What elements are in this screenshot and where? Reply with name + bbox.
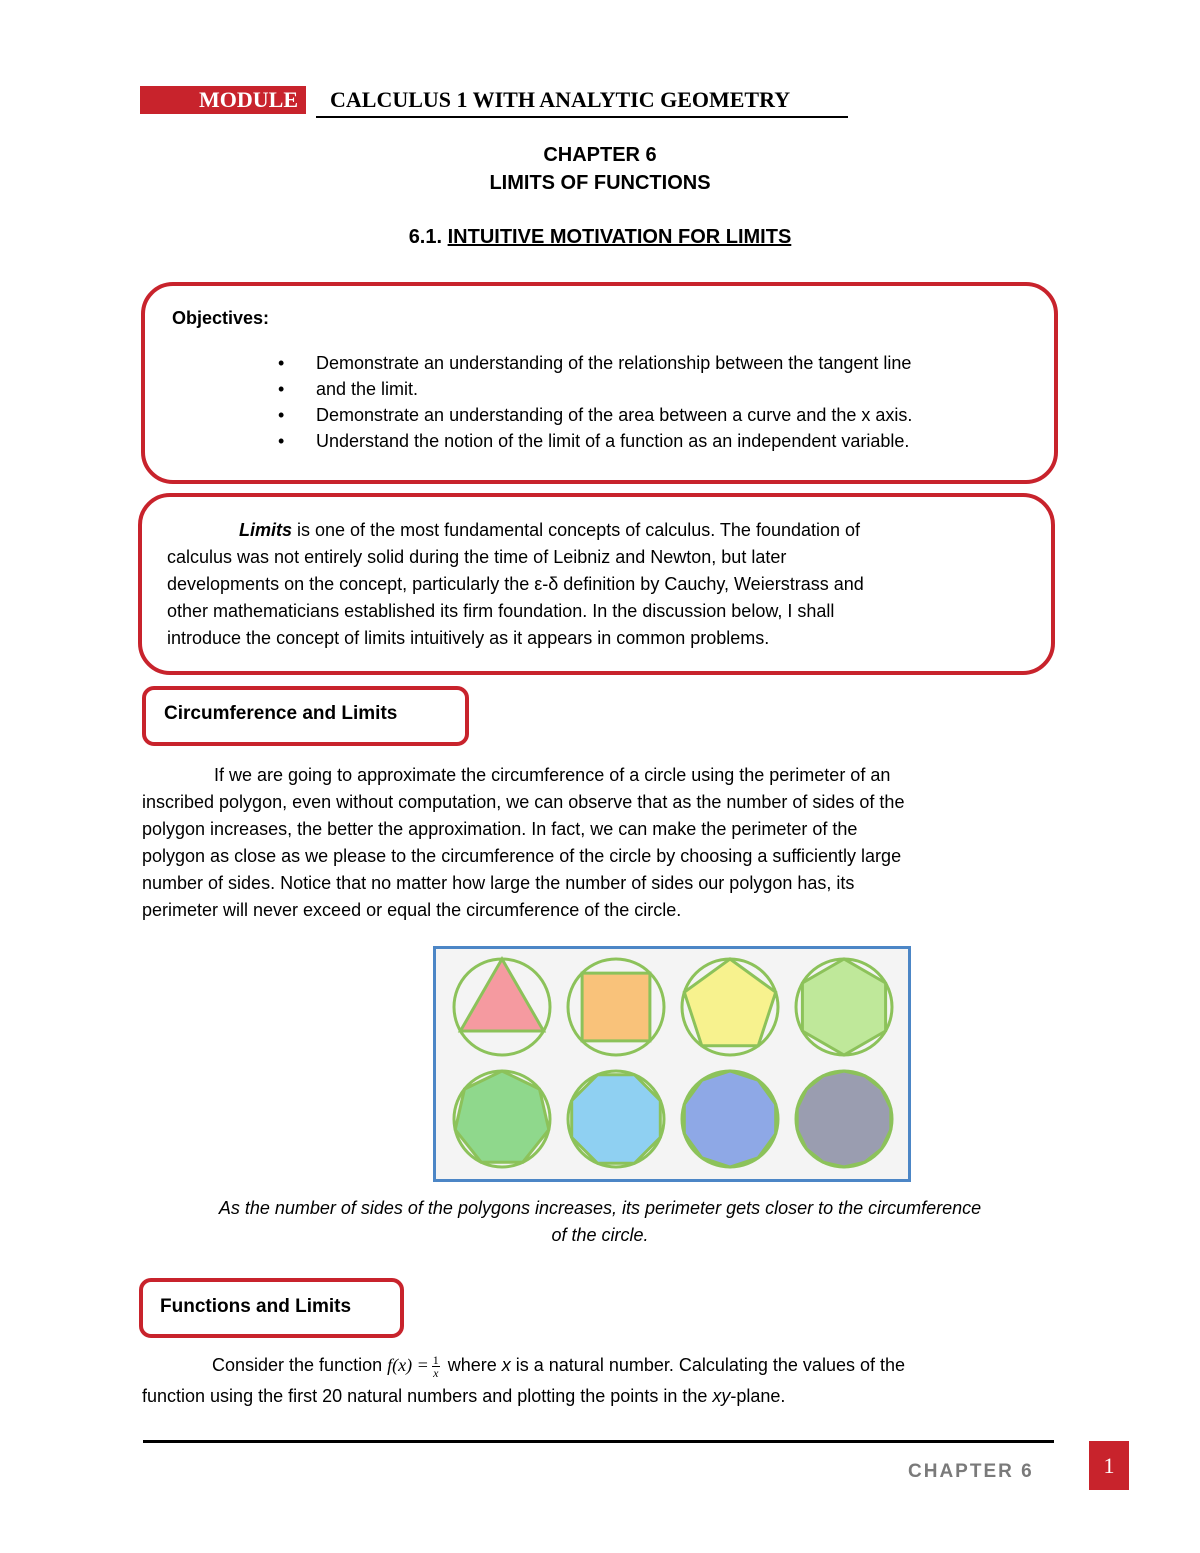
header-rule — [316, 116, 848, 118]
paragraph-line: polygon increases, the better the approximation. In fact, we can make the perimeter of the — [142, 819, 858, 839]
caption-line: As the number of sides of the polygons increases, its perimeter gets closer to the circumference — [218, 1198, 982, 1218]
functions-label: Functions and Limits — [160, 1296, 352, 1317]
intro-paragraph — [167, 517, 1047, 652]
paragraph-line: If we are going to approximate the circumference of a circle using the perimeter of an — [214, 765, 891, 785]
module-tag: MODULE — [140, 86, 306, 114]
section-title: INTUITIVE MOTIVATION FOR LIMITS — [447, 226, 792, 248]
intro-line: developments on the concept, particularly the ε-δ definition by Cauchy, Weierstrass and — [167, 574, 864, 594]
variable: x — [501, 1355, 511, 1375]
intro-line: is one of the most fundamental concepts of calculus. The foundation of — [292, 520, 861, 540]
course-title: CALCULUS 1 WITH ANALYTIC GEOMETRY — [330, 87, 791, 112]
fraction-numerator: 1 — [432, 1352, 439, 1367]
variable: xy — [712, 1386, 731, 1406]
objectives-list — [278, 350, 1038, 454]
intro-box — [138, 493, 1055, 675]
objective-item-continued: • and the limit. — [278, 376, 1038, 402]
text-fragment: -plane. — [730, 1386, 786, 1406]
functions-label-box — [139, 1278, 404, 1338]
intro-term: Limits — [239, 520, 293, 540]
circumference-label-box — [142, 686, 469, 746]
footer-rule — [143, 1440, 1054, 1443]
circumference-label: Circumference and Limits — [164, 703, 398, 724]
paragraph-line — [142, 1383, 1072, 1410]
intro-line: calculus was not entirely solid during the time of Leibniz and Newton, but later — [167, 547, 787, 567]
inscribed-polygon-4 — [568, 959, 664, 1055]
caption-line: of the circle. — [551, 1225, 649, 1245]
fraction — [432, 1354, 440, 1379]
inscribed-polygon-10 — [682, 1071, 778, 1167]
polygon-illustration — [436, 949, 908, 1179]
function-expression: f(x) = — [387, 1355, 429, 1375]
paragraph-line: perimeter will never exceed or equal the circumference of the circle. — [142, 900, 682, 920]
footer-chapter-label: CHAPTER 6 — [908, 1461, 1034, 1482]
paragraph-line — [142, 1352, 1072, 1379]
polygon-shape — [802, 959, 885, 1055]
polygon-figure — [433, 946, 911, 1182]
inscribed-polygon-6 — [796, 959, 892, 1055]
text-fragment: Consider the function — [212, 1355, 388, 1375]
objective-item: • Understand the notion of the limit of a function as an independent variable. — [278, 428, 1038, 454]
objective-item: • Demonstrate an understanding of the area between a curve and the x axis. — [278, 402, 1038, 428]
inscribed-polygon-8 — [568, 1071, 664, 1167]
paragraph-line: number of sides. Notice that no matter how large the number of sides our polygon has, its — [142, 873, 855, 893]
functions-paragraph — [142, 1352, 1072, 1410]
polygon-shape — [582, 973, 650, 1041]
objectives-box — [141, 282, 1058, 484]
text-fragment: is a natural number. Calculating the values of the — [510, 1355, 905, 1375]
paragraph-line: polygon as close as we please to the circumference of the circle by choosing a sufficiently large — [142, 846, 902, 866]
text-fragment: function using the first 20 natural numbers and plotting the points in the — [142, 1386, 713, 1406]
fraction-denominator: x — [433, 1365, 439, 1380]
text-fragment: where — [442, 1355, 502, 1375]
inscribed-polygon-7 — [454, 1071, 550, 1167]
objectives-heading: Objectives: — [172, 308, 270, 328]
inscribed-polygon-3 — [454, 959, 550, 1055]
circumference-paragraph — [142, 762, 1072, 924]
objective-item: • Demonstrate an understanding of the relationship between the tangent line — [278, 350, 1038, 376]
section-number: 6.1. — [408, 226, 443, 248]
page-number: 1 — [1089, 1441, 1129, 1490]
intro-line: other mathematicians established its firm foundation. In the discussion below, I shall — [167, 601, 835, 621]
figure-caption — [130, 1195, 1070, 1249]
intro-line: introduce the concept of limits intuitively as it appears in common problems. — [167, 628, 770, 648]
paragraph-line: inscribed polygon, even without computation, we can observe that as the number of sides of the — [142, 792, 905, 812]
inscribed-polygon-14 — [796, 1071, 892, 1167]
polygon-shape — [572, 1075, 661, 1164]
chapter-number: CHAPTER 6 — [543, 144, 657, 166]
polygon-shape — [684, 1071, 775, 1167]
inscribed-polygon-5 — [682, 959, 778, 1055]
section-heading — [0, 226, 1200, 249]
chapter-title: LIMITS OF FUNCTIONS — [489, 172, 711, 194]
